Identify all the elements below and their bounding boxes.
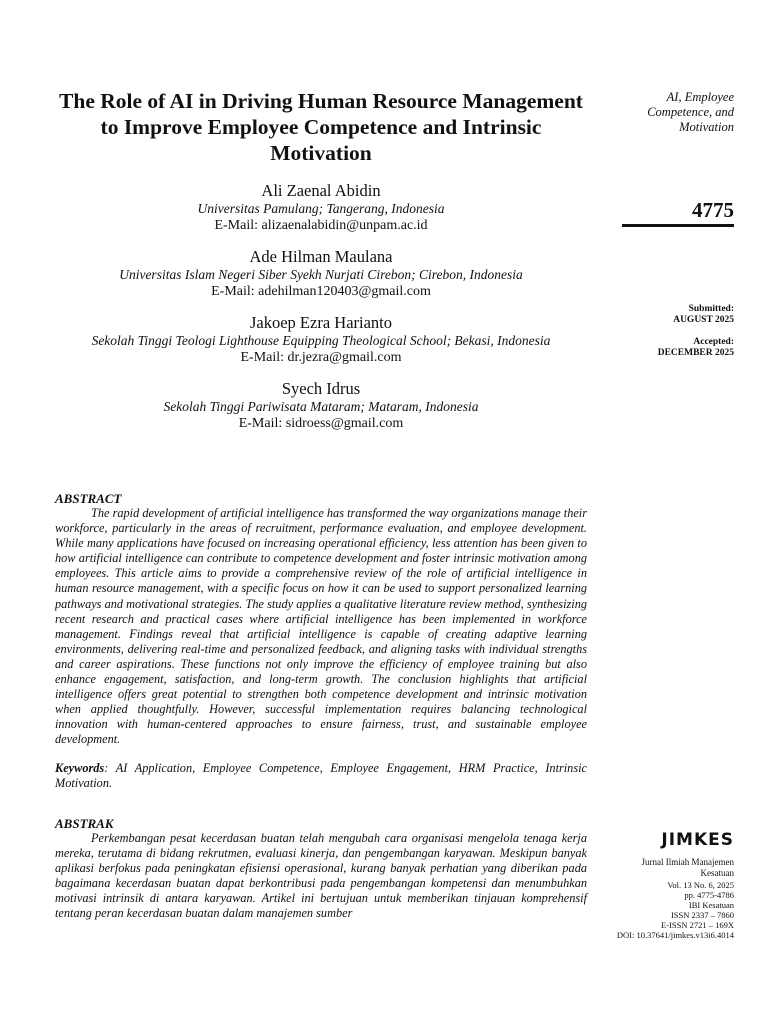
abstrak-heading: ABSTRAK xyxy=(55,816,114,831)
journal-doi: DOI: 10.37641/jimkes.v13i6.4014 xyxy=(616,930,734,940)
author-name: Syech Idrus xyxy=(281,379,361,398)
running-topic xyxy=(610,90,734,135)
author-block xyxy=(55,246,587,300)
journal-name xyxy=(610,857,734,879)
page-number: 4775 xyxy=(692,198,734,222)
abstrak-section xyxy=(55,816,587,922)
submitted-label: Submitted: xyxy=(688,304,734,314)
abstract-section xyxy=(55,491,587,791)
author-email: E-Mail: alizaenalabidin@unpam.ac.id xyxy=(214,218,428,233)
keywords-label: Keywords xyxy=(55,760,105,775)
author-email: E-Mail: dr.jezra@gmail.com xyxy=(240,350,402,365)
abstrak-text: Perkembangan pesat kecerdasan buatan telah mengubah cara organisasi mengelola tenaga kerja mereka, terutama di bidang rekrutmen, evaluasi kinerja, dan pengembangan karyawan. Meskipun banyak aplikasi berfokus pada peningkatan efisiensi operasional, kurang banyak perhatian yang diberikan pada bagaimana kecerdasan buatan dapat berkontribusi pada pengembangan kompetensi dan menumbuhkan motivasi intrinsik di antara karyawan. Artikel ini bertujuan untuk memberikan tinjauan komprehensif tentang peran kecerdasan buatan dalam manajemen sumber xyxy=(55,831,587,921)
divider xyxy=(622,224,734,227)
topic-line: Competence, and xyxy=(647,105,734,119)
author-name: Ali Zaenal Abidin xyxy=(261,181,381,200)
journal-logo: JIMKES xyxy=(661,830,734,850)
journal-name-line: Jurnal Ilmiah Manajemen xyxy=(641,857,734,867)
author-name: Ade Hilman Maulana xyxy=(249,247,393,266)
keywords-text: : AI Application, Employee Competence, Employee Engagement, HRM Practice, Intrinsic Motivation. xyxy=(55,760,587,790)
author-affiliation: Universitas Islam Negeri Siber Syekh Nurjati Cirebon; Cirebon, Indonesia xyxy=(119,267,523,282)
author-email: E-Mail: sidroess@gmail.com xyxy=(238,416,404,431)
author-email: E-Mail: adehilman120403@gmail.com xyxy=(211,284,431,299)
journal-info xyxy=(610,857,734,940)
submission-dates xyxy=(610,304,734,359)
accepted-label: Accepted: xyxy=(693,337,734,347)
author-list xyxy=(55,180,587,432)
topic-line: AI, Employee xyxy=(666,90,734,104)
topic-line: Motivation xyxy=(679,120,734,134)
journal-publisher: IBI Kesatuan xyxy=(688,900,734,910)
author-affiliation: Sekolah Tinggi Pariwisata Mataram; Mataram, Indonesia xyxy=(163,399,479,414)
author-block xyxy=(55,312,587,366)
abstract-text: The rapid development of artificial intelligence has transformed the way organizations manage their workforce, particularly in the areas of recruitment, performance evaluation, and employee development. While many applications have focused on increasing operational efficiency, less attention has been given to how artificial intelligence can contribute to competence development and foster intrinsic motivation among employees. This article aims to provide a comprehensive review of the role of artificial intelligence in human resource management, with a specific focus on how it can be used to support personalized learning pathways and motivational strategies. The study applies a qualitative literature review method, synthesizing recent research and practical cases where artificial intelligence has been implemented in workforce management. Findings reveal that artificial intelligence is capable of creating adaptive learning environments, delivering real-time and personalized feedback, and aligning tasks with individual strengths and career aspirations. These functions not only improve the efficiency of employee training but also enhance engagement, satisfaction, and long-term growth. The conclusion highlights that artificial intelligence offers great potential to strengthen both competence development and intrinsic motivation when applied thoughtfully. However, successful implementation requires balancing technological innovation with human-centered approaches to ensure fairness, trust, and sustainable employee development. xyxy=(55,506,587,747)
author-name: Jakoep Ezra Harianto xyxy=(249,313,392,332)
submitted-value: AUGUST 2025 xyxy=(673,315,734,325)
accepted-value: DECEMBER 2025 xyxy=(657,348,734,358)
abstract-heading: ABSTRACT xyxy=(55,491,122,506)
journal-name-line: Kesatuan xyxy=(700,868,734,878)
author-affiliation: Universitas Pamulang; Tangerang, Indonesia xyxy=(197,201,445,216)
author-affiliation: Sekolah Tinggi Teologi Lighthouse Equipping Theological School; Bekasi, Indonesia xyxy=(91,333,551,348)
author-block xyxy=(55,180,587,234)
journal-eissn: E-ISSN 2721 – 169X xyxy=(661,920,734,930)
journal-pages: pp. 4775-4786 xyxy=(684,890,734,900)
journal-issn: ISSN 2337 – 7860 xyxy=(670,910,734,920)
keywords xyxy=(55,761,587,791)
article-header xyxy=(55,88,587,444)
journal-volume: Vol. 13 No. 6, 2025 xyxy=(667,880,734,890)
article-title: The Role of AI in Driving Human Resource Management to Improve Employee Competence and Intrinsic Motivation xyxy=(59,89,583,165)
author-block xyxy=(55,378,587,432)
